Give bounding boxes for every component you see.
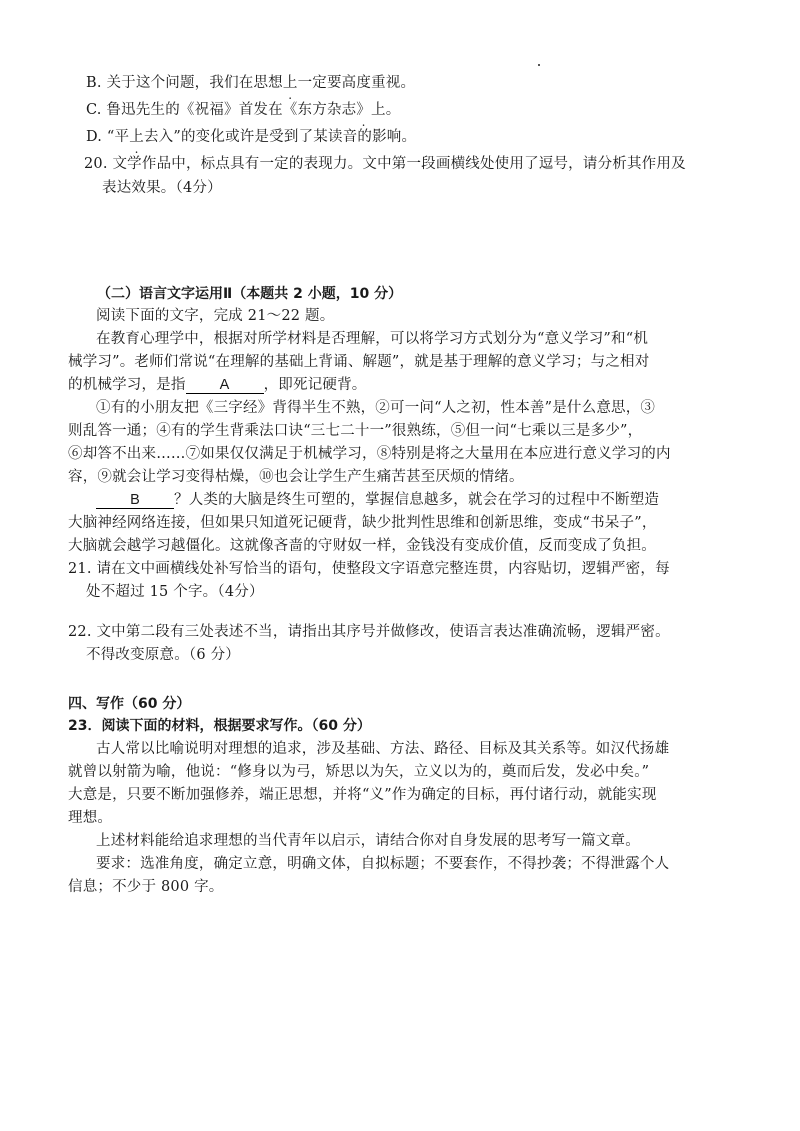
material-line2: 就曾以射箭为喻，他说：“修身以为弓，矫思以为矢，立义以为的，奠而后发，发必中矣。”	[68, 764, 650, 780]
q21-line2: 处不超过 15 个字。（4分）	[86, 584, 264, 600]
para2-line2: 则乱答一通；④有的学生背乘法口诀“三七二十一”很熟练，⑤但一问“七乘以三是多少”，	[68, 423, 643, 439]
q22-line1: 22. 文中第二段有三处表述不当，请指出其序号并做修改，使语言表达准确流畅，逻辑严密。	[68, 624, 670, 640]
para1-line2: 械学习”。老师们常说“在理解的基础上背诵、解题”，就是基于理解的意义学习；与之相对	[68, 354, 650, 370]
blank-a[interactable]: A	[186, 378, 264, 394]
para1-line1: 在教育心理学中，根据对所学材料是否理解，可以将学习方式划分为“意义学习”和“机	[96, 331, 649, 347]
para3-line2: 大脑神经网络连接，但如果只知道死记硬背，缺少批判性思维和创新思维，变成“书呆子”，	[68, 515, 657, 531]
option-d: D. “平上去入”的变化或许是受到了某读音的影响。	[86, 129, 417, 145]
para3-line1: B ？人类的大脑是终生可塑的，掌握信息越多，就会在学习的过程中不断塑造	[96, 490, 659, 510]
q20-line2: 表达效果。（4分）	[102, 180, 222, 196]
section2-title: （二）语言文字运用Ⅱ（本题共 2 小题，10 分）	[97, 286, 403, 302]
material-line1: 古人常以比喻说明对理想的追求，涉及基础、方法、路径、目标及其关系等。如汉代扬雄	[96, 741, 670, 757]
para2-line3: ⑥却答不出来……⑦如果仅仅满足于机械学习，⑧特别是将之大量用在本应进行意义学习的内	[68, 446, 671, 462]
task-line: 上述材料能给追求理想的当代青年以启示，请结合你对自身发展的思考写一篇文章。	[96, 833, 640, 849]
requirement-line1: 要求：选准角度，确定立意，明确文体，自拟标题；不要套作，不得抄袭；不得泄露个人	[96, 856, 670, 872]
section2-instruction: 阅读下面的文字，完成 21～22 题。	[96, 308, 335, 324]
q20-line1: 20. 文学作品中，标点具有一定的表现力。文中第一段画横线处使用了逗号，请分析其作用及	[84, 156, 686, 172]
q22-line2: 不得改变原意。（6 分）	[86, 647, 240, 663]
q23-title: 23．阅读下面的材料，根据要求写作。（60 分）	[68, 718, 371, 734]
para1-line3: 的机械学习，是指 A ，即死记硬背。	[68, 377, 367, 393]
option-c: C. 鲁迅先生的《祝福》首发在《东方杂志》 .上。	[86, 100, 400, 120]
page-mark	[538, 64, 540, 66]
para3-line3: 大脑就会越学习越僵化。这就像吝啬的守财奴一样，金钱没有变成价值，反而变成了负担。	[68, 538, 656, 554]
para2-line1: ①有的小朋友把《三字经》背得半生不熟，②可一问“人之初，性本善”是什么意思，③	[96, 400, 656, 416]
material-line3: 大意是，只要不断加强修养，端正思想，并将“义”作为确定的目标，再付诸行动，就能实现	[68, 787, 657, 803]
material-line4: 理想。	[68, 810, 113, 826]
blank-b[interactable]: B	[96, 493, 174, 509]
section4-title: 四、写作（60 分）	[68, 696, 191, 712]
option-b: B. 关于这个问题，我们在思想上一定要高度重视。	[86, 75, 416, 91]
requirement-line2: 信息；不少于 800 字。	[68, 879, 224, 895]
para2-line4: 容，⑨就会让学习变得枯燥，⑩也会让学生产生痛苦甚至厌烦的情绪。	[68, 469, 524, 485]
q21-line1: 21. 请在文中画横线处补写恰当的语句，使整段文字语意完整连贯，内容贴切，逻辑严密，每	[68, 561, 670, 577]
